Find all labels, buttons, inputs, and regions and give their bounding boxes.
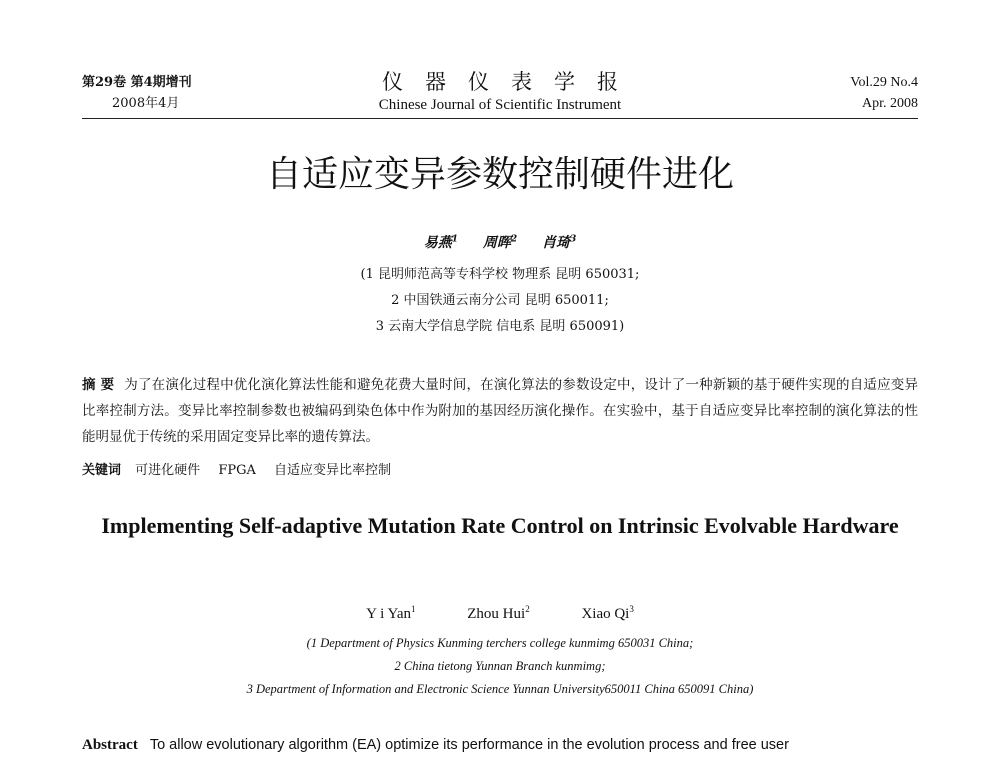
header-volume-info-en <box>850 72 918 114</box>
header-date-cn: 2008年4月 <box>112 96 180 111</box>
author-list-en <box>0 604 1000 624</box>
author-name: 易燕 <box>423 235 452 251</box>
keyword-cn: 自适应变异比率控制 <box>274 463 392 478</box>
affiliation-en-line: 3 Department of Information and Electronic Science Yunnan University650011 China 650091 China) <box>246 682 754 696</box>
author-cn-3 <box>542 235 576 251</box>
keyword-cn: FPGA <box>218 463 256 478</box>
author-name: 肖琦 <box>542 235 570 251</box>
author-list-cn <box>0 234 1000 252</box>
author-cn-2 <box>483 235 517 251</box>
journal-name-en: Chinese Journal of Scientific Instrument <box>378 97 622 113</box>
header-date-en: Apr. 2008 <box>862 96 918 111</box>
author-en-2 <box>467 606 529 622</box>
header-journal-name <box>82 70 918 116</box>
paper-title-en: Implementing Self-adaptive Mutation Rate Control on Intrinsic Evolvable Hardware <box>101 513 899 538</box>
abstract-cn-text: 为了在演化过程中优化演化算法性能和避免花费大量时间，在演化算法的参数设定中，设计了一种新颖的基于硬件实现的自适应变异比率控制方法。变异比率控制参数也被编码到染色体中作为附加的基因经历演化操作。在实验中，基于自适应变异比率控制的演化算法的性能明显优于传统的采用固定变异比率的遗传算法。 <box>82 377 918 445</box>
affiliation-en-line: 2 China tietong Yunnan Branch kunmimg; <box>394 659 606 673</box>
author-cn-1 <box>424 235 458 251</box>
author-name: Xiao Qi <box>581 606 630 622</box>
abstract-en-text: To allow evolutionary algorithm (EA) optimize its performance in the evolution process and free user <box>149 737 789 753</box>
author-name: Y i Yan <box>366 606 412 622</box>
affiliations-cn <box>0 262 1000 340</box>
keywords-cn-label: 关键词 <box>82 463 122 478</box>
author-name: 周晖 <box>482 235 511 251</box>
keywords-cn <box>82 460 918 482</box>
abstract-cn <box>82 372 918 450</box>
author-en-3 <box>581 606 633 622</box>
abstract-en <box>82 734 918 756</box>
author-en-1 <box>366 606 415 622</box>
affiliation-cn-line: 2 中国铁通云南分公司 昆明 650011; <box>391 293 609 308</box>
header-volume-issue: 第29卷 第4期增刊 <box>82 75 192 90</box>
header-volume-en: Vol.29 No.4 <box>850 75 918 90</box>
author-affiliation-mark: 2 <box>525 604 530 614</box>
author-affiliation-mark: 3 <box>570 234 577 245</box>
abstract-cn-label: 摘 要 <box>82 377 115 393</box>
journal-name-cn: 仪器仪表学报 <box>382 70 640 94</box>
affiliation-cn-line: 3 云南大学信息学院 信电系 昆明 650091) <box>375 319 625 334</box>
affiliations-en <box>0 632 1000 701</box>
author-affiliation-mark: 1 <box>451 234 458 245</box>
abstract-en-label: Abstract <box>82 737 138 753</box>
keyword-cn: 可进化硬件 <box>135 463 201 478</box>
affiliation-cn-line: (1 昆明师范高等专科学校 物理系 昆明 650031; <box>360 267 640 282</box>
author-name: Zhou Hui <box>467 606 526 622</box>
author-affiliation-mark: 3 <box>629 604 634 614</box>
author-affiliation-mark: 1 <box>411 604 416 614</box>
affiliation-en-line: (1 Department of Physics Kunming terchers college kunmimg 650031 China; <box>306 636 694 650</box>
paper-title-cn: 自适应变异参数控制硬件进化 <box>265 154 734 195</box>
running-header <box>82 70 918 119</box>
author-affiliation-mark: 2 <box>510 234 518 245</box>
